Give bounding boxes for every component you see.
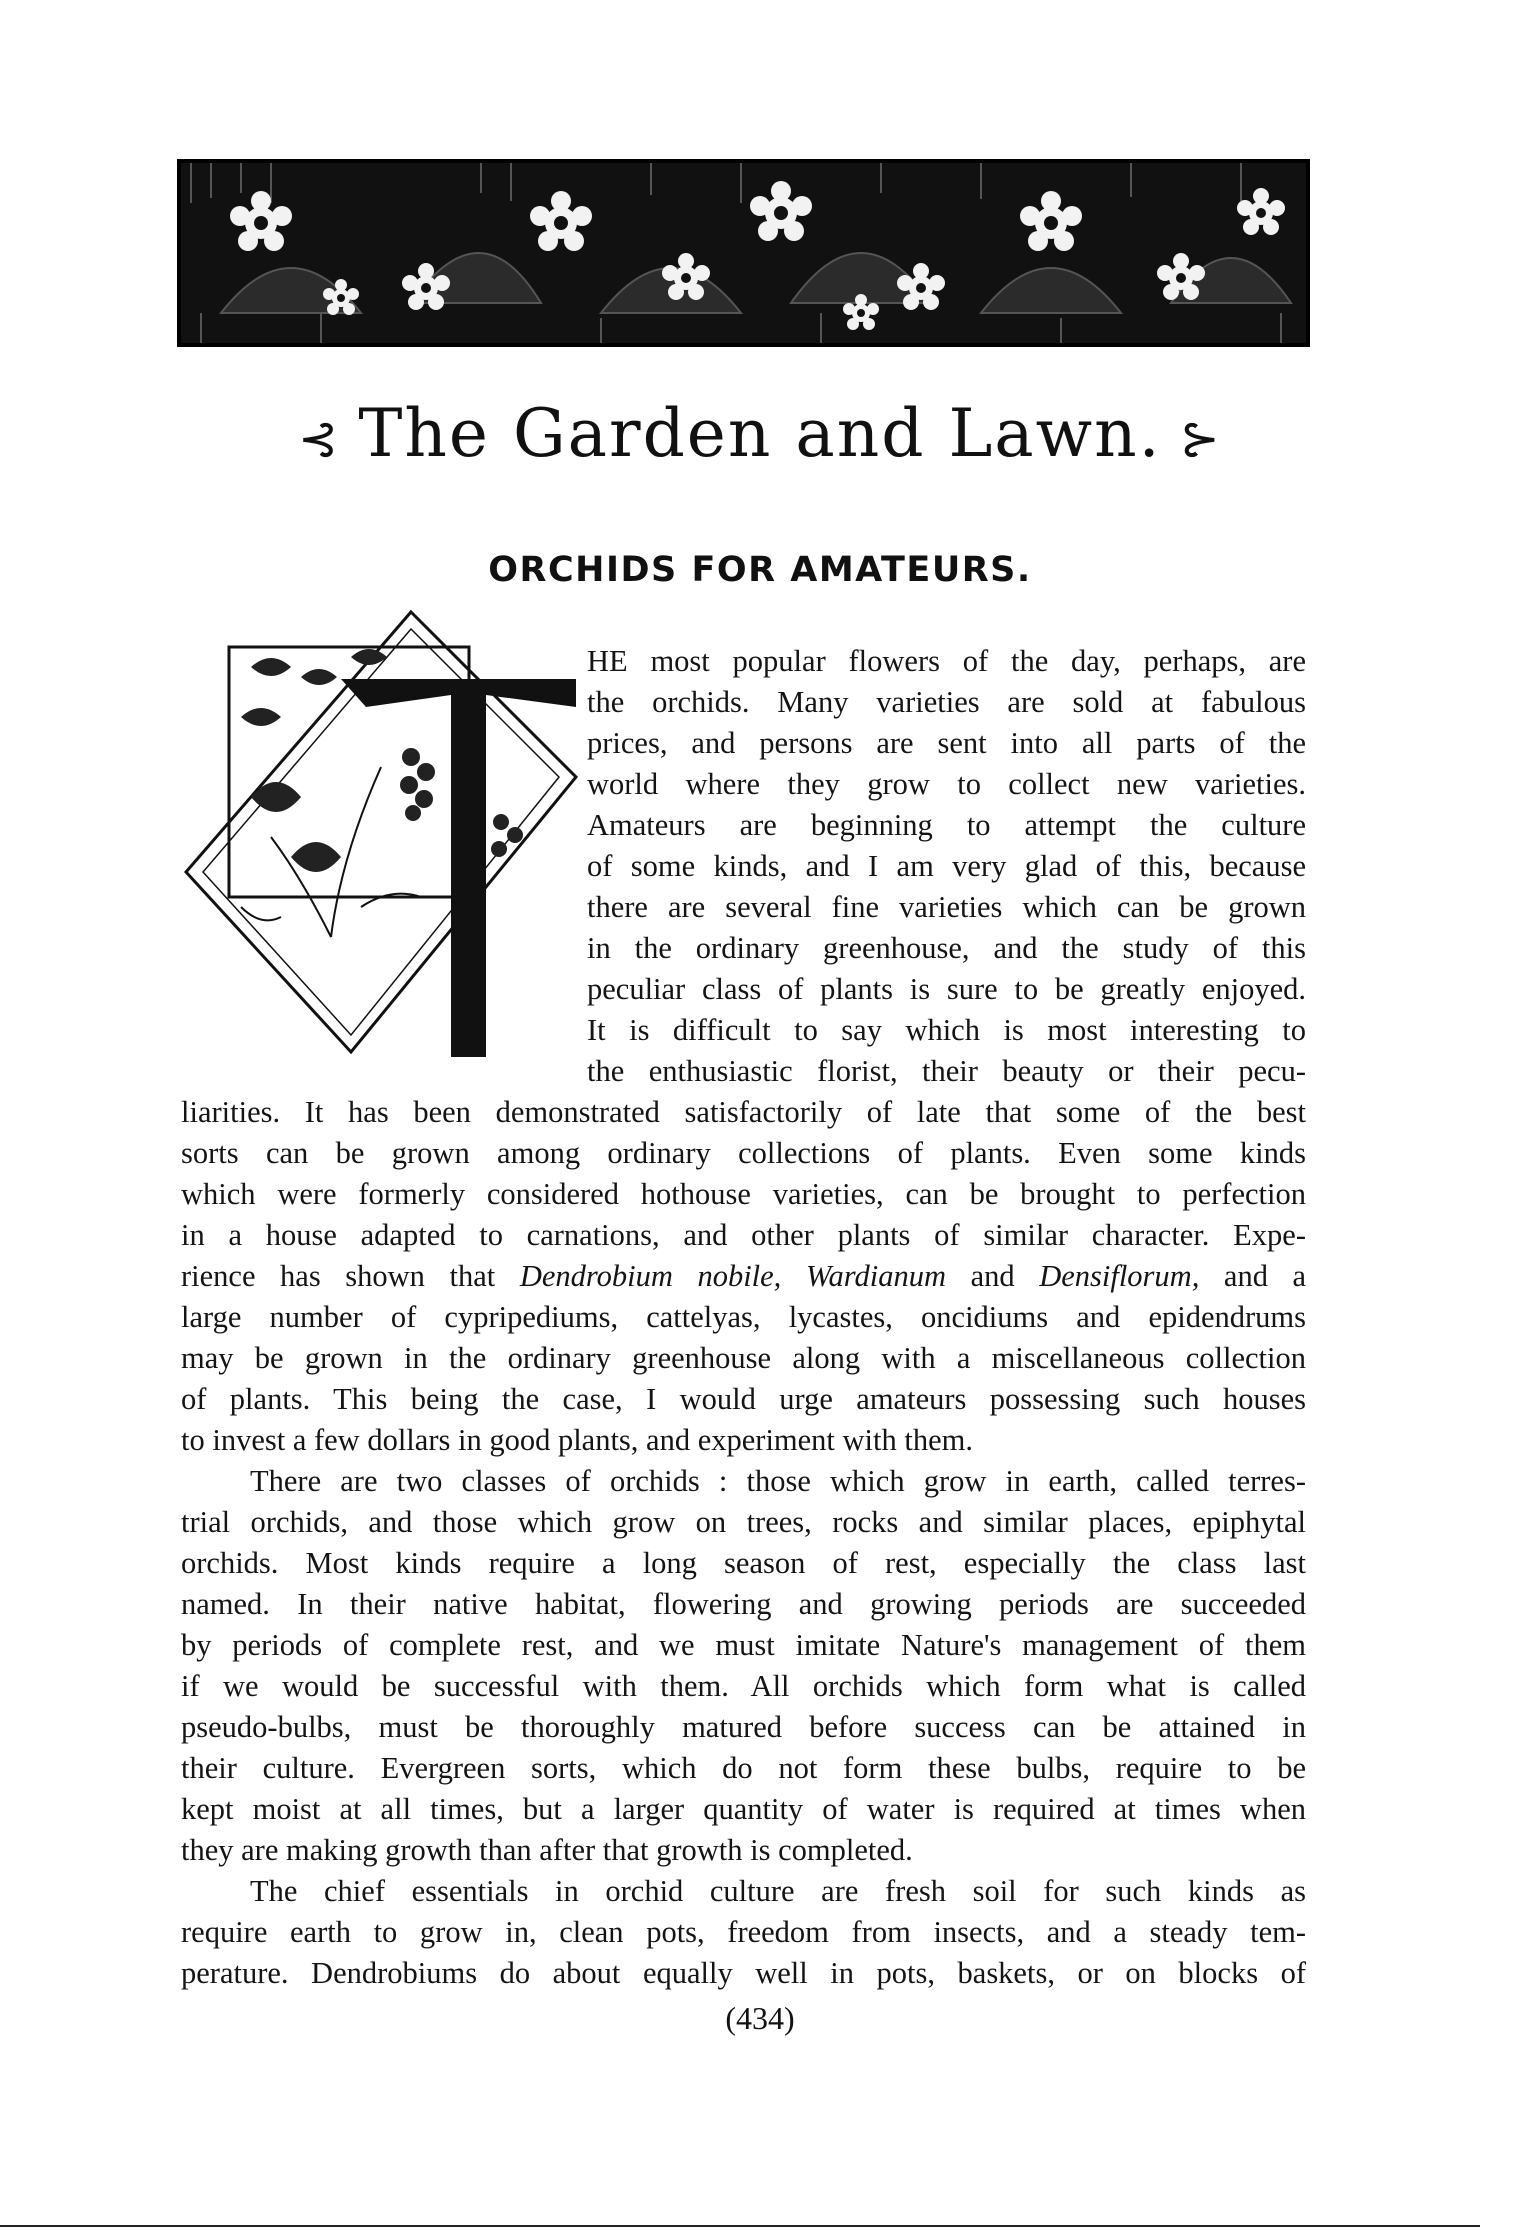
text-line: trial orchids, and those which grow on trees, rocks and similar places, epiphytal	[181, 1505, 1306, 1539]
floral-banner-illustration	[181, 163, 1306, 343]
text-line: world where they grow to collect new varieties.	[587, 767, 1306, 801]
text-line: of some kinds, and I am very glad of this, because	[587, 849, 1306, 883]
text-line: by periods of complete rest, and we must imitate Nature's management of them	[181, 1628, 1306, 1662]
text-line: liarities. It has been demonstrated satisfactorily of late that some of the best	[181, 1095, 1306, 1129]
species-name: Dendrobium nobile,	[519, 1259, 782, 1293]
text-line: It is difficult to say which is most interesting to	[587, 1013, 1306, 1047]
text-line: of plants. This being the case, I would urge amateurs possessing such houses	[181, 1382, 1306, 1416]
section-title-text: The Garden and Lawn.	[358, 395, 1162, 472]
page-edge-rule	[0, 2225, 1480, 2227]
text-line: named. In their native habitat, flowering and growing periods are succeeded	[181, 1587, 1306, 1621]
text-line: Amateurs are beginning to attempt the culture	[587, 808, 1306, 842]
text-line: pseudo-bulbs, must be thoroughly matured before success can be attained in	[181, 1710, 1306, 1744]
text-line: peculiar class of plants is sure to be greatly enjoyed.	[587, 972, 1306, 1006]
text-line: sorts can be grown among ordinary collections of plants. Even some kinds	[181, 1136, 1306, 1170]
text-line: they are making growth than after that growth is completed.	[181, 1833, 913, 1867]
text-line: if we would be successful with them. All orchids which form what is called	[181, 1669, 1306, 1703]
text-line: their culture. Evergreen sorts, which do not form these bulbs, require to be	[181, 1751, 1306, 1785]
text-span: and	[970, 1259, 1015, 1293]
text-line: kept moist at all times, but a larger quantity of water is required at times when	[181, 1792, 1306, 1826]
text-line-with-italics	[181, 1256, 1306, 1297]
text-line: The chief essentials in orchid culture are fresh soil for such kinds as	[250, 1874, 1306, 1908]
text-line: HE most popular flowers of the day, perhaps, are	[587, 644, 1306, 678]
text-line: may be grown in the ordinary greenhouse along with a miscellaneous collection	[181, 1341, 1306, 1375]
text-line: which were formerly considered hothouse varieties, can be brought to perfection	[181, 1177, 1306, 1211]
text-line: there are several fine varieties which can be grown	[587, 890, 1306, 924]
text-line: perature. Dendrobiums do about equally well in pots, baskets, or on blocks of	[181, 1956, 1306, 1990]
floral-banner-art	[181, 163, 1306, 343]
species-name: Wardianum	[805, 1259, 946, 1293]
text-line: large number of cypripediums, cattelyas, lycastes, oncidiums and epidendrums	[181, 1300, 1306, 1334]
text-line: in a house adapted to carnations, and other plants of similar character. Expe-	[181, 1218, 1306, 1252]
section-title	[0, 395, 1520, 472]
text-line: There are two classes of orchids : those which grow in earth, called terres-	[250, 1464, 1306, 1498]
illuminated-initial-art	[181, 607, 581, 1072]
illuminated-initial	[181, 607, 581, 1072]
text-line: orchids. Most kinds require a long season of rest, especially the class last	[181, 1546, 1306, 1580]
text-line: prices, and persons are sent into all parts of the	[587, 726, 1306, 760]
text-line: the enthusiastic florist, their beauty or their pecu-	[587, 1054, 1306, 1088]
text-span: rience has shown that	[181, 1259, 496, 1293]
page-number: (434)	[725, 2000, 795, 2036]
text-line: in the ordinary greenhouse, and the study of this	[587, 931, 1306, 965]
species-name: Densiflorum,	[1039, 1259, 1200, 1293]
text-line: require earth to grow in, clean pots, freedom from insects, and a steady tem-	[181, 1915, 1306, 1949]
article-heading: ORCHIDS FOR AMATEURS.	[488, 550, 1032, 590]
ornament-right-icon: ⊱	[1179, 411, 1222, 467]
text-line: the orchids. Many varieties are sold at fabulous	[587, 685, 1306, 719]
text-span: and a	[1223, 1259, 1307, 1293]
text-line: to invest a few dollars in good plants, and experiment with them.	[181, 1423, 973, 1457]
ornament-left-icon: ⊰	[298, 411, 341, 467]
